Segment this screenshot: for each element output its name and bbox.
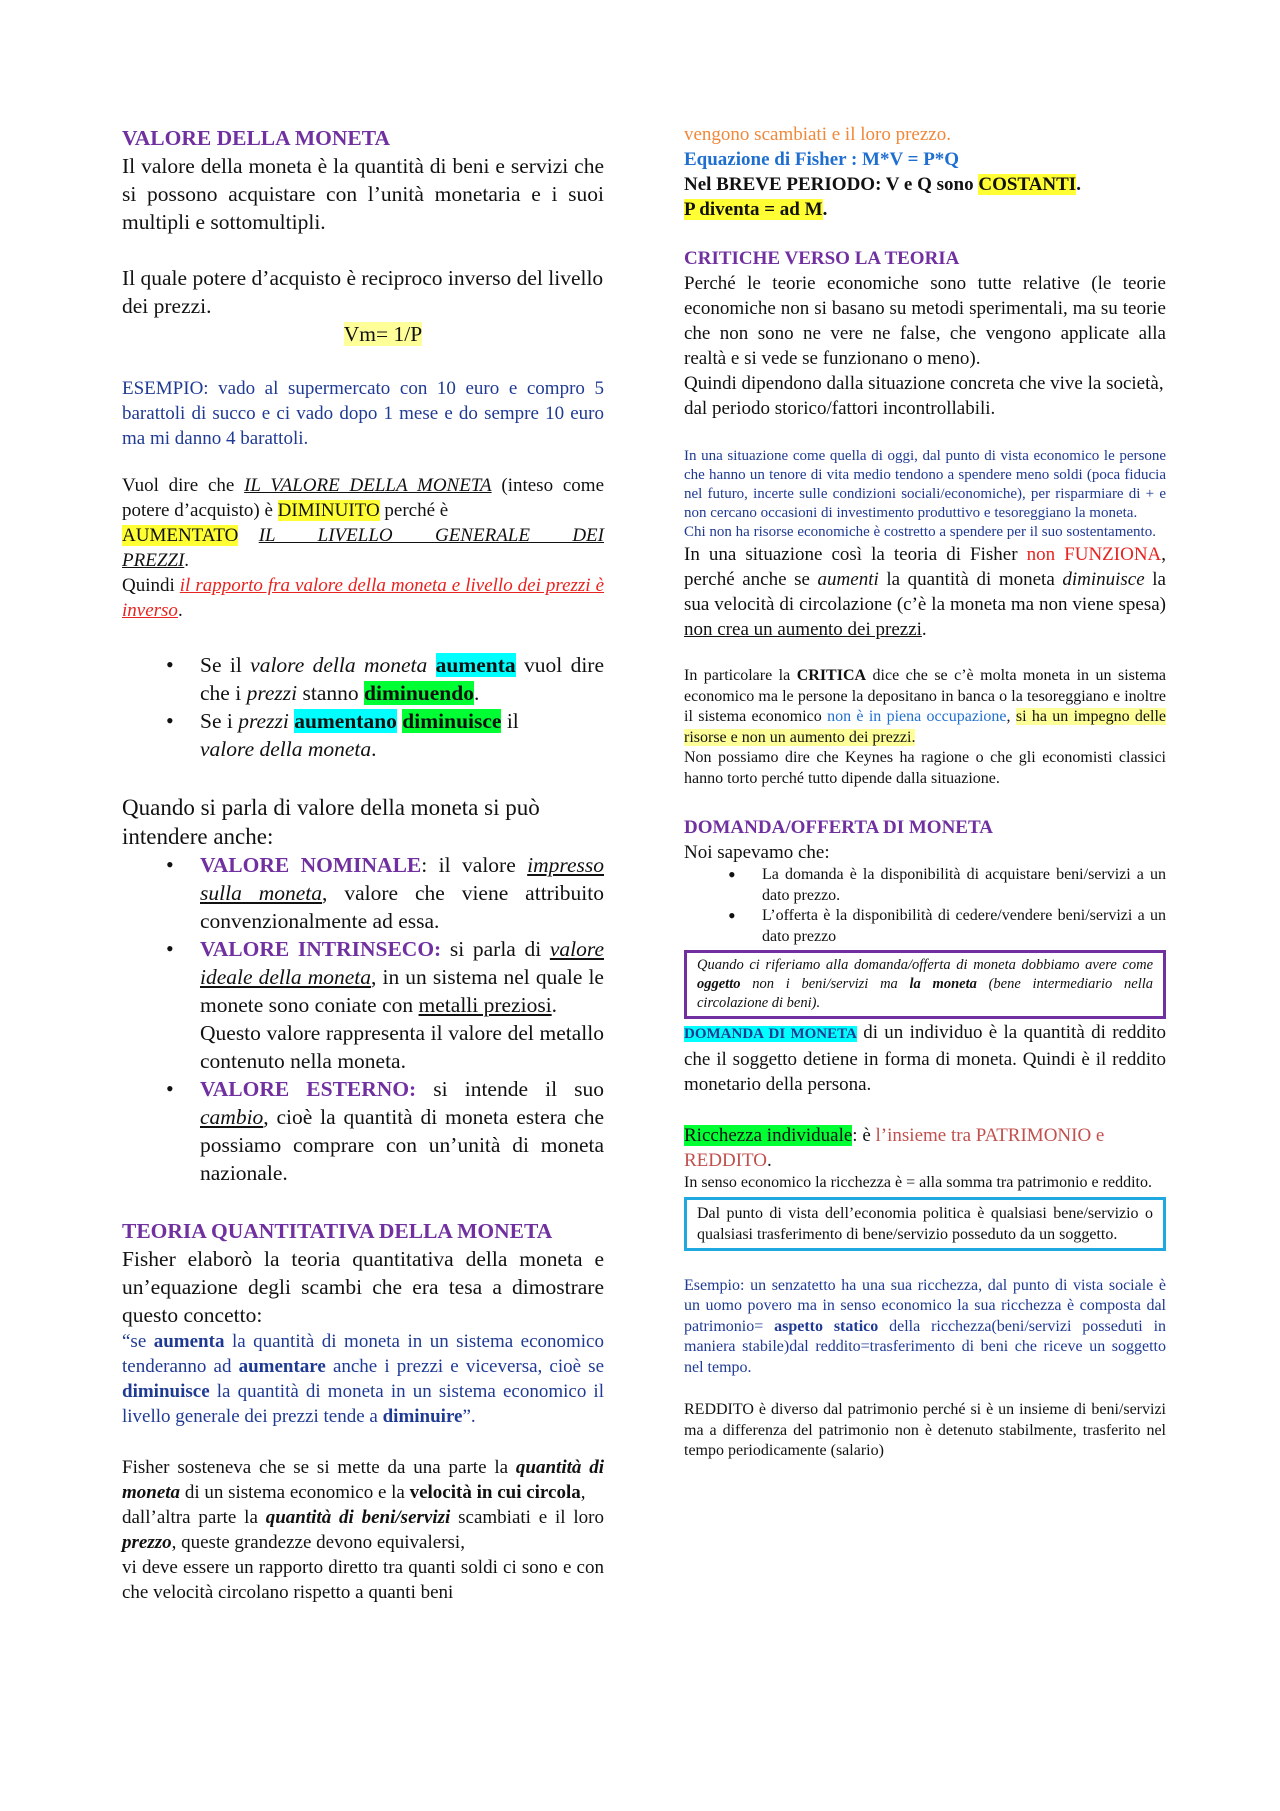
paragraph-keynes: Non possiamo dire che Keynes ha ragione o che gli economisti classici hanno torto perché tutto dipende dalla situazione. xyxy=(684,749,1166,787)
list-item-nominale: • VALORE NOMINALE: il valore impresso sulla moneta, valore che viene attribuito convenzionalmente ad essa. xyxy=(200,851,604,935)
formula-vm xyxy=(122,320,604,348)
list-item: • Se il valore della moneta aumenta vuol dire che i prezzi stanno diminuendo. xyxy=(200,651,604,707)
paragraph-fisher-sosteneva: Fisher sosteneva che se si mette da una parte la quantità di moneta di un sistema economico e la velocità in cui circola, dall’altra parte la quantità di beni/servizi scambiati e il loro prezzo, queste grandezze devono equivalersi, vi deve essere un rapporto diretto tra quanti soldi ci sono e con che velocità circolano rispetto a quanti beni xyxy=(122,1457,604,1603)
paragraph-fisher-intro: Fisher elaborò la teoria quantitativa della moneta e un’equazione degli scambi che era tesa a dimostrare questo concetto: xyxy=(122,1247,604,1327)
quote-fisher: “se aumenta la quantità di moneta in un sistema economico tenderanno ad aumentare anche i prezzi e viceversa, cioè se diminuisce la quantità di moneta in un sistema economico il livello generale dei prezzi tende a diminuire”. xyxy=(122,1331,605,1427)
box-oggetto-moneta: Quando ci riferiamo alla domanda/offerta di moneta dobbiamo avere come oggetto non i beni/servizi ma la moneta (bene intermediario nella circolazione di beni). xyxy=(684,950,1166,1019)
paragraph-potere-acquisto: Il quale potere d’acquisto è reciproco inverso del livello dei prezzi. xyxy=(122,266,604,318)
highlight-diminuito: DIMINUITO xyxy=(277,500,380,521)
list-rapporto xyxy=(122,651,604,763)
paragraph-esempio: ESEMPIO: vado al supermercato con 10 euro e compro 5 barattoli di succo e ci vado dopo 1 mese e do sempre 10 euro ma mi danno 4 barattoli. xyxy=(122,378,604,449)
highlight-impegno-risorse: si ha un impegno delle risorse e non un aumento dei prezzi. xyxy=(684,708,1167,746)
paragraph-ricchezza: Ricchezza individuale: è l’insieme tra PATRIMONIO e REDDITO. xyxy=(684,1125,1105,1171)
list-item-intrinseco: • VALORE INTRINSECO: si parla di valore ideale della moneta, in un sistema nel quale le monete sono coniate con metalli preziosi. Questo valore rappresenta il valore del metallo contenuto nella moneta. xyxy=(200,935,604,1075)
box-economia-politica: Dal punto di vista dell’economia politica è qualsiasi bene/servizio o qualsiasi trasferimento di bene/servizio posseduto da un soggetto. xyxy=(684,1197,1166,1251)
paragraph-senso-economico: In senso economico la ricchezza è = alla somma tra patrimonio e reddito. xyxy=(684,1174,1152,1191)
paragraph-esempio-senzatetto: Esempio: un senzatetto ha una sua ricchezza, dal punto di vista sociale è un uomo povero ma in senso economico la sua ricchezza è composta dal patrimonio= aspetto statico della ricchezza(beni/servizi posseduti in maniera stabile)dal reddito=trasferimento di beni che riceve un soggetto nel tempo. xyxy=(684,1276,1167,1376)
paragraph-domanda-moneta: DOMANDA DI MONETA di un individuo è la quantità di reddito che il soggetto detiene in forma di moneta. Quindi è il reddito monetario della persona. xyxy=(684,1022,1167,1095)
paragraph-fisher-non-funziona: In una situazione così la teoria di Fisher non FUNZIONA, perché anche se aumenti la quantità di moneta diminuisce la sua velocità di circolazione (c’è la moneta ma non viene spesa) non crea un aumento dei prezzi. xyxy=(684,544,1167,640)
highlight-aumentato: AUMENTATO xyxy=(122,525,239,546)
highlight-costanti: COSTANTI xyxy=(978,174,1077,195)
list-item-domanda: • La domanda è la disponibilità di acquistare beni/servizi a un dato prezzo. xyxy=(762,865,1166,906)
list-item-esterno: • VALORE ESTERNO: si intende il suo cambio, cioè la quantità di moneta estera che possiamo comprare con un’unità di moneta nazionale. xyxy=(200,1075,604,1187)
heading-valore-moneta: VALORE DELLA MONETA xyxy=(122,126,391,150)
highlight-domanda-moneta: DOMANDA DI MONETA xyxy=(684,1026,857,1042)
heading-critiche: CRITICHE VERSO LA TEORIA xyxy=(684,248,960,269)
list-valori xyxy=(122,851,604,1187)
left-column xyxy=(122,122,604,1605)
paragraph-breve-periodo: Nel BREVE PERIODO: V e Q sono COSTANTI. xyxy=(684,174,1081,195)
paragraph-situazione-oggi: In una situazione come quella di oggi, dal punto di vista economico le persone che hanno un tenore di vita medio tendono a spendere meno soldi (poca fiducia nel futuro, incerte sulle condizioni sociali/economiche), per risparmiare di + e non cercano occasioni di investimento produttivo e tesoreggiano la moneta. xyxy=(684,448,1166,521)
list-domanda-offerta xyxy=(684,865,1166,947)
highlight-ricchezza: Ricchezza individuale xyxy=(684,1125,853,1146)
heading-teoria-quantitativa: TEORIA QUANTITATIVA DELLA MONETA xyxy=(122,1219,553,1243)
formula-vm-text: Vm= 1/P xyxy=(343,322,423,346)
paragraph-p-diventa: P diventa = ad M. xyxy=(684,199,828,220)
paragraph-quindi-inverso: Quindi il rapporto fra valore della moneta e livello dei prezzi è inverso. xyxy=(122,575,604,621)
paragraph-chi-non-ha: Chi non ha risorse economiche è costretto a spendere per il suo sostentamento. xyxy=(684,524,1156,540)
paragraph-reddito: REDDITO è diverso dal patrimonio perché si è un insieme di beni/servizi ma a differenza del patrimonio non è detenuto stabilmente, trasferito nel tempo periodicamente (salario) xyxy=(684,1401,1166,1459)
paragraph-continuazione: vengono scambiati e il loro prezzo. xyxy=(684,124,951,145)
list-item: • Se i prezzi aumentano diminuisce il valore della moneta. xyxy=(200,707,604,763)
paragraph-perche-relative: Perché le teorie economiche sono tutte relative (le teorie economiche non si basano su metodi sperimentali, ma su teorie che non sono ne vere ne false, che vengono applicate alla realtà e si vede se funzionano o meno). xyxy=(684,273,1166,369)
list-item-offerta: • L’offerta è la disponibilità di cedere/vendere beni/servizi a un dato prezzo xyxy=(762,906,1166,947)
paragraph-quando: Quando si parla di valore della moneta si può intendere anche: xyxy=(122,795,540,849)
paragraph-quindi-dipendono: Quindi dipendono dalla situazione concreta che vive la società, dal periodo storico/fattori incontrollabili. xyxy=(684,373,1164,419)
paragraph-definizione-valore: Il valore della moneta è la quantità di beni e servizi che si possono acquistare con l’unità monetaria e i suoi multipli e sottomultipli. xyxy=(122,154,604,234)
paragraph-vuol-dire: Vuol dire che IL VALORE DELLA MONETA (inteso come potere d’acquisto) è DIMINUITO perché è AUMENTATO IL LIVELLO GENERALE DEI PREZZI. xyxy=(122,475,605,571)
paragraph-critica: In particolare la CRITICA dice che se c’è molta moneta in un sistema economico ma le persone la depositano in banca o la tesoreggiano e inoltre il sistema economico non è in piena occupazione, si ha un impegno delle risorse e non un aumento dei prezzi. xyxy=(684,667,1167,746)
rapporto-inverso-text: il rapporto fra valore della moneta e livello dei prezzi è inverso xyxy=(122,575,604,621)
equazione-fisher: Equazione di Fisher : M*V = P*Q xyxy=(684,149,960,170)
heading-domanda-offerta: DOMANDA/OFFERTA DI MONETA xyxy=(684,817,993,838)
paragraph-noi-sapevamo: Noi sapevamo che: xyxy=(684,842,830,863)
right-column xyxy=(684,122,1166,1462)
